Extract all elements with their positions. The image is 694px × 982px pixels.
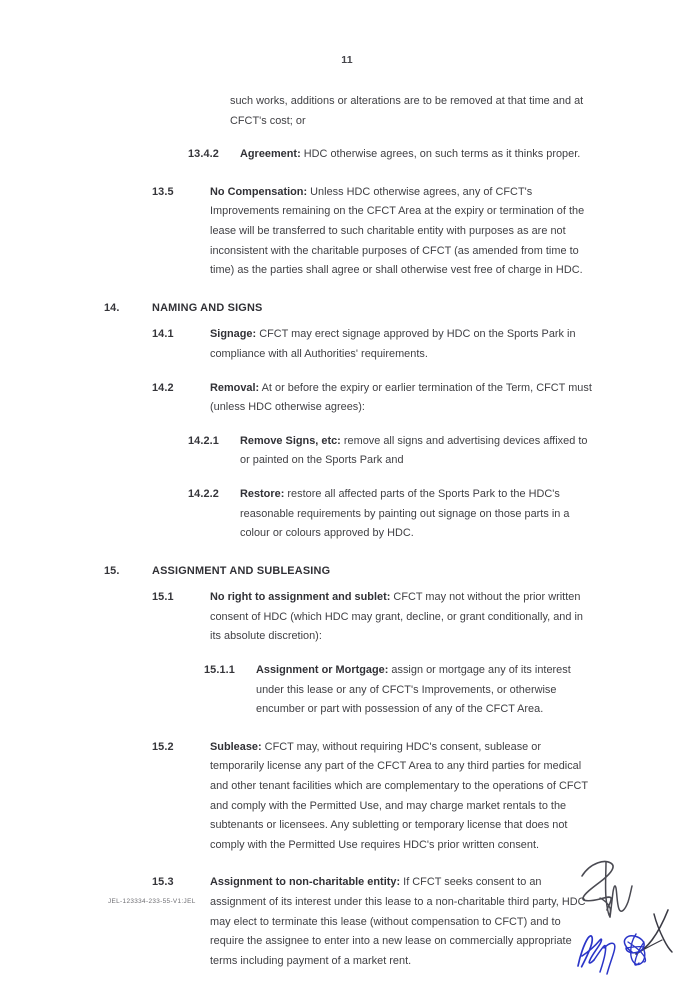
signature-initial-mark — [636, 910, 672, 954]
clause-14-2 — [152, 379, 594, 418]
clause-text — [240, 485, 594, 544]
footer-document-reference: JEL-123334-233-55-V1:JEL — [108, 898, 196, 905]
clause-number: 14.2.2 — [188, 487, 219, 500]
clause-lead: Assignment or Mortgage: — [256, 664, 389, 677]
clause-14-1 — [152, 325, 594, 364]
clause-lead: Agreement: — [240, 148, 301, 161]
clause-text — [256, 661, 594, 720]
document-body — [104, 92, 594, 982]
clause-number: 14.1 — [152, 328, 174, 341]
clause-15-2 — [152, 738, 594, 856]
clause-text — [210, 873, 594, 971]
clause-15-1 — [152, 588, 594, 647]
clause-14-2-2 — [188, 485, 594, 544]
clause-body: CFCT may not without the prior written consent of HDC (which HDC may grant, decline, or grant conditionally, and in its absolute discretion): — [210, 591, 583, 643]
clause-13-4-2 — [188, 145, 594, 165]
page-number: 11 — [341, 54, 353, 66]
clause-body: Unless HDC otherwise agrees, any of CFCT's Improvements remaining on the CFCT Area at the expiry or termination of the lease will be transferred to such charitable entity with purposes as are not inconsistent with the charitable purposes of CFCT (as amended from time to time) as the parties shall agree or shall otherwise vest free of charge in HDC. — [210, 185, 585, 277]
clause-13-5 — [152, 183, 594, 281]
clause-text — [240, 432, 594, 471]
clause-lead: No Compensation: — [210, 185, 308, 198]
clause-lead: Restore: — [240, 487, 285, 500]
clause-body: At or before the expiry or earlier termination of the Term, CFCT must (unless HDC otherwise agrees): — [210, 381, 592, 414]
clause-lead: Removal: — [210, 381, 260, 394]
clause-text — [240, 145, 594, 165]
clause-number: 15.1.1 — [204, 664, 235, 677]
clause-number: 14.2.1 — [188, 434, 219, 447]
clause-number: 15.3 — [152, 876, 174, 889]
clause-lead: Remove Signs, etc: — [240, 434, 341, 447]
clause-lead: Signage: — [210, 328, 257, 341]
clause-body: restore all affected parts of the Sports Park to the HDC's reasonable requirements by painting out signage on those parts in a colour or colours approved by HDC. — [240, 487, 570, 540]
clause-text — [210, 588, 594, 647]
section-title: NAMING AND SIGNS — [152, 301, 263, 314]
section-heading-14 — [104, 299, 594, 319]
clause-text — [210, 738, 594, 856]
clause-body: If CFCT seeks consent to an assignment of its interest under this lease to a non-charitable third party, HDC may elect to terminate this lease (without compensation to CFCT) and to require the assignee to enter into a new lease on commercially appropriate terms including payment of a market rent. — [210, 876, 586, 967]
section-number: 14. — [104, 301, 120, 314]
clause-text: such works, additions or alterations are to be removed at that time and at CFCT's cost; or — [230, 95, 584, 127]
clause-number: 15.1 — [152, 591, 174, 604]
section-title: ASSIGNMENT AND SUBLEASING — [152, 564, 331, 577]
clause-lead: Assignment to non-charitable entity: — [210, 876, 401, 889]
clause-number: 13.5 — [152, 185, 174, 198]
section-number: 15. — [104, 564, 120, 577]
clause-body: CFCT may erect signage approved by HDC on the Sports Park in compliance with all Authorities' requirements. — [210, 328, 576, 360]
clause-number: 14.2 — [152, 381, 174, 394]
clause-text — [210, 379, 594, 418]
clause-body: remove all signs and advertising devices affixed to or painted on the Sports Park and — [240, 434, 588, 467]
clause-15-3 — [152, 873, 594, 971]
clause-body: assign or mortgage any of its interest under this lease or any of CFCT's Improvements, or otherwise encumber or part with possession of any of the CFCT Area. — [256, 664, 571, 716]
clause-15-1-1 — [204, 661, 594, 720]
clause-body: CFCT may, without requiring HDC's consent, sublease or temporarily license any part of the CFCT Area to any third parties for medical and other tenant facilities which are complementary to the operations of CFCT and comply with the Permitted Use, and may charge market rentals to the subtenants or licensees. Any subletting or temporary license that does not comply with the Permitted Use requires HDC's prior written consent. — [210, 740, 588, 851]
clause-body: HDC otherwise agrees, on such terms as it thinks proper. — [300, 148, 581, 161]
clause-number: 15.2 — [152, 740, 174, 753]
clause-14-2-1 — [188, 432, 594, 471]
clause-lead: No right to assignment and sublet: — [210, 591, 391, 604]
clause-lead: Sublease: — [210, 740, 262, 753]
clause-text — [210, 325, 594, 364]
section-heading-15 — [104, 562, 594, 582]
clause-number: 13.4.2 — [188, 148, 219, 161]
clause-continuation-13-4-1 — [230, 92, 594, 131]
clause-text — [210, 183, 594, 281]
